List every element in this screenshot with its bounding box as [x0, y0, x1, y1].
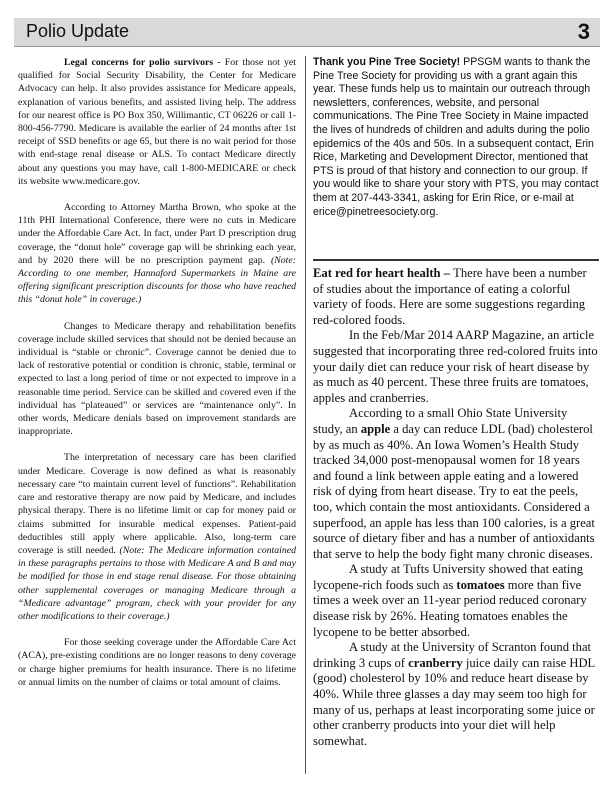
pine-tree-heading: Thank you Pine Tree Society!: [313, 56, 461, 68]
cranberry-text-before: A study at the University of Scranton found that drinking 3 cups of: [313, 640, 592, 670]
cranberry-text-after: juice daily can raise HDL (good) cholesterol by 10% and reduce heart disease by 40%. While three glasses a day may seem too high for many of us, perhaps at least incorporating some juice or other cranberry products into your diet will help somewhat.: [313, 655, 595, 748]
apple-keyword: apple: [360, 421, 391, 436]
section-rule: [313, 259, 599, 261]
pine-tree-text: PPSGM wants to thank the Pine Tree Society for providing us with a grant again this year. These funds help us to maintain our outreach through newsletters, conferences, website, and personal communications. The Pine Tree Society in Maine impacted the lives of hundreds of children and adults during the polio epidemics of the 40s and 50s. In a subsequent contact, Erin Rice, Marketing and Development Director, mentioned that PTS is proud of that history and connection to our group. If you would like to share your story with PTS, you may contact them at 207-443-3341, asking for Erin Rice, or e-mail at erice@pinetreesociety.org.: [313, 56, 599, 218]
cranberry-keyword: cranberry: [408, 655, 463, 670]
cranberry-paragraph: [313, 640, 600, 749]
therapy-benefits-paragraph: [18, 320, 296, 439]
left-column: [18, 56, 296, 702]
legal-concerns-heading: Legal concerns for polio survivors -: [64, 57, 225, 68]
pine-tree-article: [313, 56, 599, 219]
aca-coverage-text: For those seeking coverage under the Affordable Care Act (ACA), pre-existing conditions are no longer reasons to deny coverage or charge higher premiums for health insurance. There is no lifetime or annual limits on the number of claims or total amount of claims.: [18, 637, 296, 688]
heart-health-intro-text: There have been a number of studies about the importance of eating a colorful variety of foods. Here are some suggestions regarding red-colored foods.: [313, 266, 587, 327]
tomato-text-before: A study at Tufts University showed that eating lycopene-rich foods such as: [313, 562, 584, 592]
aca-coverage-paragraph: [18, 636, 296, 689]
apple-text-before: According to a small Ohio State University study, an: [313, 406, 568, 436]
donut-hole-note: (Note: According to one member, Hannaford Supermarkets in Maine are offering significant prescription discounts for those who have reached this “donut hole” in coverage.): [18, 254, 296, 306]
therapy-benefits-text: Changes to Medicare therapy and rehabilitation benefits coverage include skilled services that should not be denied because an individual is “stable or chronic”. Coverage cannot be denied due to lack of restorative potential or condition is chronic, stable, terminal or expected to last a long period of time or not expected to improve in a reasonable time period. Service can be skilled and covered even if the individual has “plateaued” or services are “maintenance only”. In other words, Medicare denials based on improvement standards are inappropriate.: [18, 320, 296, 438]
newsletter-title: Polio Update: [26, 21, 130, 41]
aca-medicare-text: According to Attorney Martha Brown, who spoke at the 11th PHI International Conference, there were no cuts in Medicare under the Affordable Care Act. In fact, under Part D prescription drug coverage, the “donut hole” coverage gap will be shrinking each year, and by 2020 there will be no prescription payment gap.: [18, 202, 296, 266]
apple-paragraph: [313, 406, 600, 562]
aarp-paragraph: [313, 328, 600, 406]
column-divider: [305, 56, 306, 774]
necessary-care-paragraph: [18, 451, 296, 623]
necessary-care-text: The interpretation of necessary care has been clarified under Medicare. Coverage is now defined as what is reasonably necessary care “to maintain current level of functions”. Rehabilitation care and restorative therapy are now paid by Medicare, and includes physical therapy. There is no lifetime limit or cap for money paid or claims submitted for insurable medical expenses. Patient-paid deductibles still apply where applicable. Also, long-term care coverage is still needed.: [18, 452, 296, 556]
tomato-keyword: tomatoes: [456, 577, 505, 592]
medicare-info-note: (Note: The Medicare information contained in these paragraphs pertains to those with Medicare A and B and may be modified for those in end stage renal disease. For those obtaining other supplemental coverages or managing Medicare through a “Medicare advantage” program, check with your provider for any other modifications to their coverage.): [18, 544, 297, 622]
legal-concerns-text: For those not yet qualified for Social Security Disability, the Center for Medicare Advocacy can help. It also provides assistance for Medicare appeals, explanation of various benefits, and assisted living help. The address for our nearest office is PO Box 350, Willimantic, CT 06226 or call 1-800-456-7790. Medicare is available the earlier of 24 months after 1st receipt of SSD benefits or age 65, but there is no wait period for those with end-stage renal disease or ALS. To contact Medicare directly about any questions you may have, call 1-800-MEDICARE or check its website www.medicare.gov.: [18, 57, 297, 187]
page-number: 3: [577, 19, 590, 44]
heart-health-intro: [313, 266, 600, 328]
legal-concerns-paragraph: [18, 56, 296, 188]
aca-medicare-paragraph: [18, 201, 296, 307]
pine-tree-paragraph: [313, 56, 599, 219]
page-header: [14, 18, 600, 47]
tomato-paragraph: [313, 562, 600, 640]
apple-text-after: a day can reduce LDL (bad) cholesterol by as much as 40%. An Iowa Women’s Health Study tracked 34,000 post-menopausal women for 18 years and found a link between apple eating and a lowered risk of dying from heart disease. Try to eat the peels, too, which contain the most antioxidants. Considered a superfood, an apple has less than 100 calories, is a great source of dietary fiber and has a number of antioxidants that serve to help the body fight many chronic diseases.: [313, 421, 595, 561]
heart-health-heading: Eat red for heart health –: [313, 266, 454, 280]
aarp-text: In the Feb/Mar 2014 AARP Magazine, an article suggested that incorporating three red-colored fruits into your daily diet can reduce your risk of heart disease by as much as 40 percent. These three fruits are tomatoes, apples and cranberries.: [313, 328, 598, 405]
tomato-text-after: more than five times a week over an 11-year period reduced coronary disease risk by 26%. Heating tomatoes enables the lycopene to be better absorbed.: [313, 577, 587, 639]
heart-health-article: [313, 266, 600, 749]
